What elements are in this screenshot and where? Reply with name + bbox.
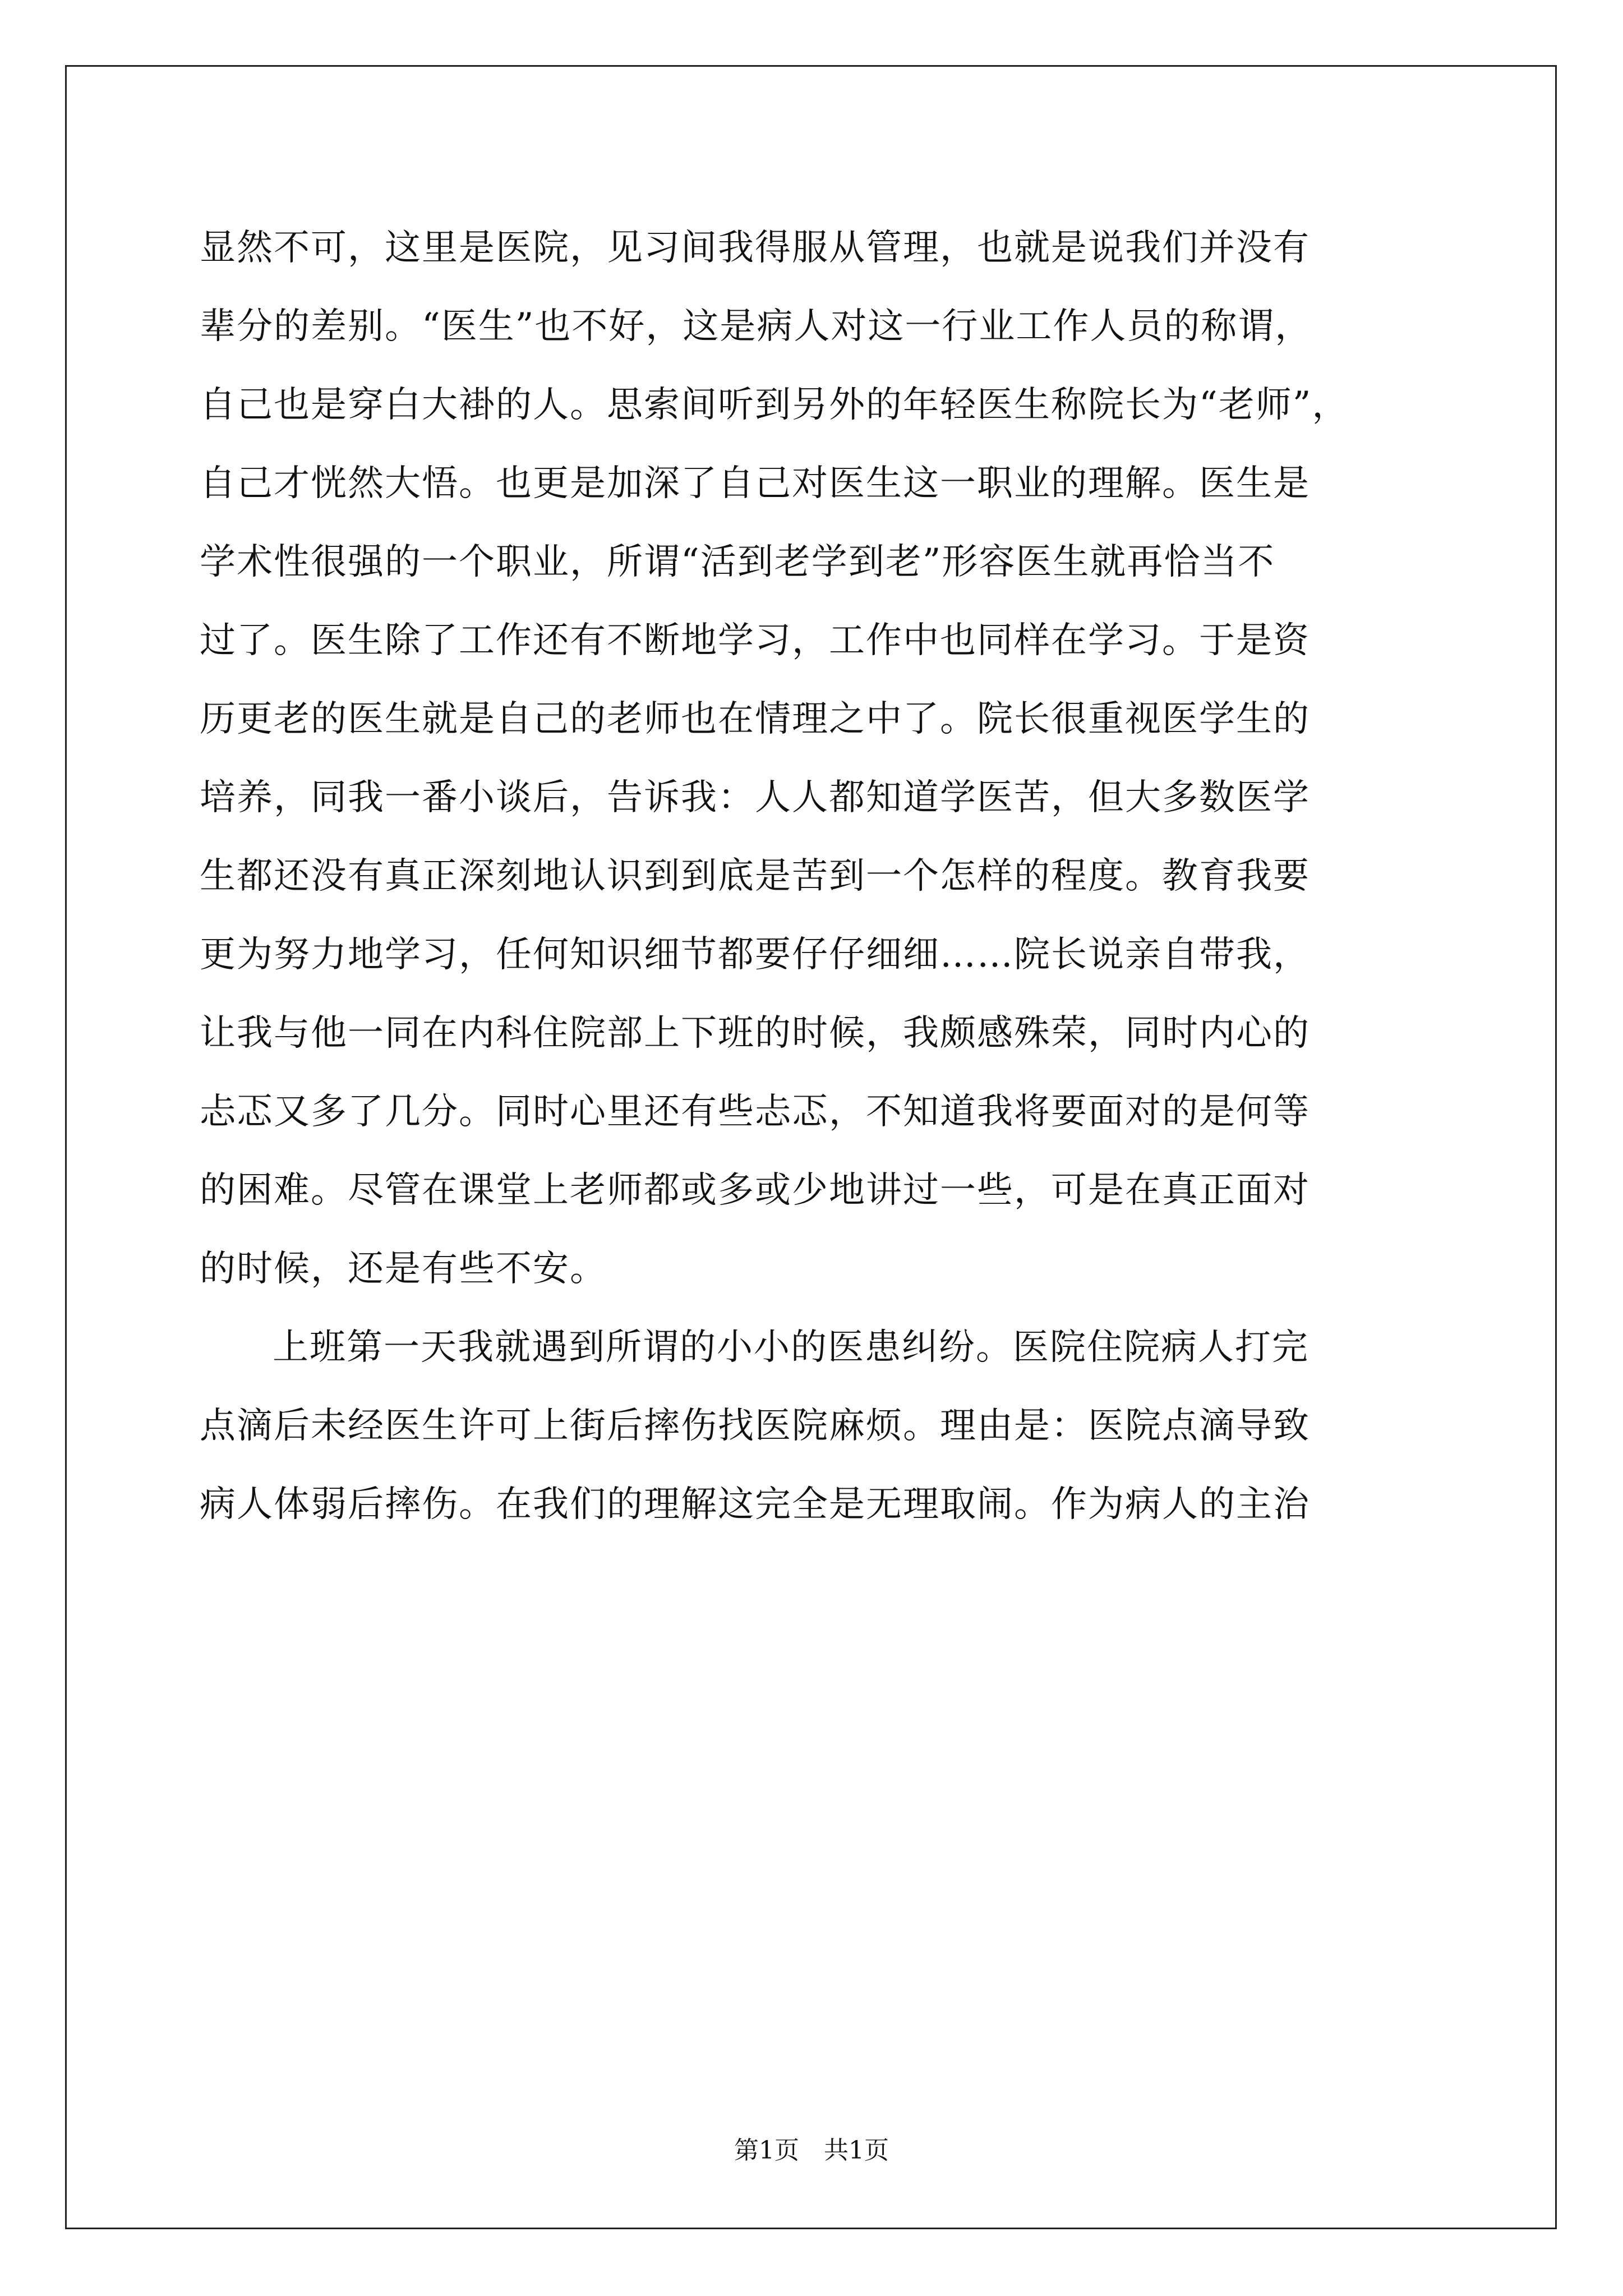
text-line: 自己才恍然大悟。也更是加深了自己对医生这一职业的理解。医生是 (200, 463, 1310, 504)
text-line: 显然不可，这里是医院，见习间我得服从管理，也就是说我们并没有 (200, 227, 1310, 269)
text-line: 的时候，还是有些不安。 (200, 1248, 607, 1290)
text-line: 更为努力地学习，任何知识细节都要仔仔细细……院长说亲自带我， (200, 934, 1310, 976)
text-line: 让我与他一同在内科住院部上下班的时候，我颇感殊荣，同时内心的 (200, 1013, 1310, 1054)
text-line: 的困难。尽管在课堂上老师都或多或少地讲过一些，可是在真正面对 (200, 1170, 1310, 1211)
text-line: 历更老的医生就是自己的老师也在情理之中了。院长很重视医学生的 (200, 698, 1310, 740)
text-line: 学术性很强的一个职业，所谓“活到老学到老”形容医生就再恰当不 (200, 541, 1275, 583)
text-line: 病人体弱后摔伤。在我们的理解这完全是无理取闹。作为病人的主治 (200, 1484, 1310, 1525)
text-line: 点滴后未经医生许可上街后摔伤找医院麻烦。理由是：医院点滴导致 (200, 1405, 1310, 1447)
text-line: 自己也是穿白大褂的人。思索间听到另外的年轻医生称院长为“老师”， (200, 384, 1349, 426)
text-line: 过了。医生除了工作还有不断地学习，工作中也同样在学习。于是资 (200, 620, 1310, 661)
text-line: 培养，同我一番小谈后，告诉我：人人都知道学医苦，但大多数医学 (200, 777, 1310, 818)
paragraph-first-line: 上班第一天我就遇到所谓的小小的医患纠纷。医院住院病人打完 (273, 1327, 1309, 1368)
page-footer: 第1页 共1页 (734, 2136, 889, 2165)
text-line: 辈分的差别。“医生”也不好，这是病人对这一行业工作人员的称谓， (200, 306, 1312, 347)
text-line: 生都还没有真正深刻地认识到到底是苦到一个怎样的程度。教育我要 (200, 855, 1310, 897)
text-line: 忐忑又多了几分。同时心里还有些忐忑，不知道我将要面对的是何等 (200, 1091, 1310, 1133)
